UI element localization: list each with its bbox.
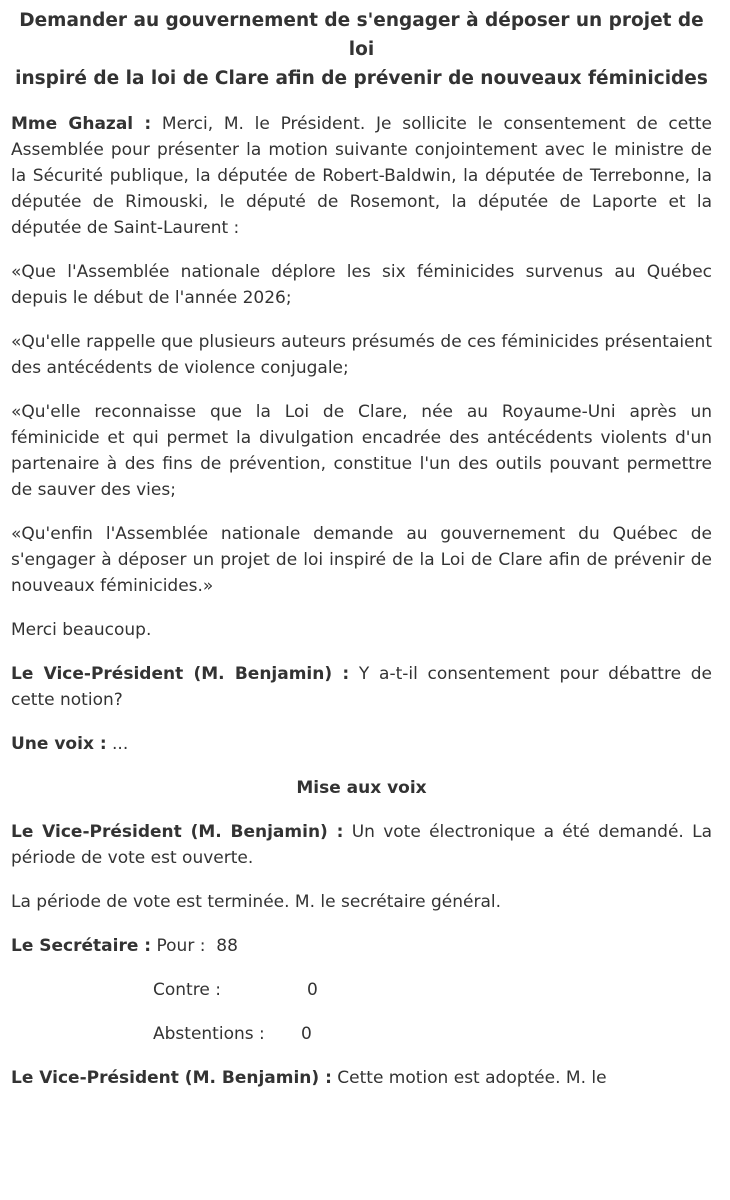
vote-opened-text: Un vote électronique a été demandé. La période de vote est ouverte. <box>11 822 712 868</box>
motion-paragraph-1: «Que l'Assemblée nationale déplore les six féminicides survenus au Québec depuis le début de l'année 2026; <box>11 262 712 308</box>
page-title <box>11 6 712 93</box>
motion-paragraph-2: «Qu'elle rappelle que plusieurs auteurs présumés de ces féminicides présentaient des antécédents de violence conjugale; <box>11 332 712 378</box>
speaker-name: Le Vice-Président (M. Benjamin) : <box>11 1068 332 1088</box>
title-line-1: Demander au gouvernement de s'engager à déposer un projet de <box>19 10 704 31</box>
intro-text: Merci, M. le Président. Je sollicite le consentement de cette Assemblée pour présenter la motion suivante conjointement avec le ministre de la Sécurité publique, la députée de Robert-Baldwin, la députée de Terrebonne, la députée de Rimouski, le député de Rosemont, la députée de Laporte et la députée de Saint-Laurent : <box>11 114 712 238</box>
adopted-text: Cette motion est adoptée. M. le <box>331 1068 607 1088</box>
question-text: Y a-t-il consentement pour débattre de cette notion? <box>11 664 713 710</box>
voice-paragraph <box>11 731 712 757</box>
vote-opened-paragraph <box>11 819 712 871</box>
abstentions-value: 0 <box>301 1024 312 1044</box>
vote-closed-paragraph: La période de vote est terminée. M. le secrétaire général. <box>11 892 502 912</box>
voice-text: ... <box>106 734 129 754</box>
pour-label: Pour : <box>151 936 217 956</box>
speaker-name: Le Secrétaire : <box>11 936 152 956</box>
vote-result-abstentions <box>11 1021 712 1047</box>
section-subheading: Mise aux voix <box>296 778 427 798</box>
vote-result-contre <box>11 977 712 1003</box>
speaker-name: Le Vice-Président (M. Benjamin) : <box>11 822 344 842</box>
speaker-name: Le Vice-Président (M. Benjamin) : <box>11 664 350 684</box>
vote-result-pour <box>11 933 712 959</box>
speaker-name: Une voix : <box>11 734 107 754</box>
title-line-2: loi <box>348 39 375 60</box>
intro-paragraph <box>11 111 712 241</box>
motion-paragraph-4: «Qu'enfin l'Assemblée nationale demande au gouvernement du Québec de s'engager à déposer un projet de loi inspiré de la Loi de Clare afin de prévenir de nouveaux féminicides.» <box>11 524 712 596</box>
motion-paragraph-3: «Qu'elle reconnaisse que la Loi de Clare, née au Royaume-Uni après un féminicide et qui permet la divulgation encadrée des antécédents violents d'un partenaire à des fins de prévention, constitue l'un des outils pouvant permettre de sauver des vies; <box>11 402 712 500</box>
title-line-3: inspiré de la loi de Clare afin de prévenir de nouveaux féminicides <box>15 68 708 89</box>
vice-president-adopted <box>11 1065 712 1091</box>
vice-president-question <box>11 661 712 713</box>
contre-value: 0 <box>307 980 318 1000</box>
speaker-name: Mme Ghazal : <box>11 114 152 134</box>
pour-value: 88 <box>216 936 238 956</box>
thanks-paragraph: Merci beaucoup. <box>11 620 152 640</box>
abstentions-label: Abstentions : <box>153 1024 265 1044</box>
contre-label: Contre : <box>153 980 221 1000</box>
